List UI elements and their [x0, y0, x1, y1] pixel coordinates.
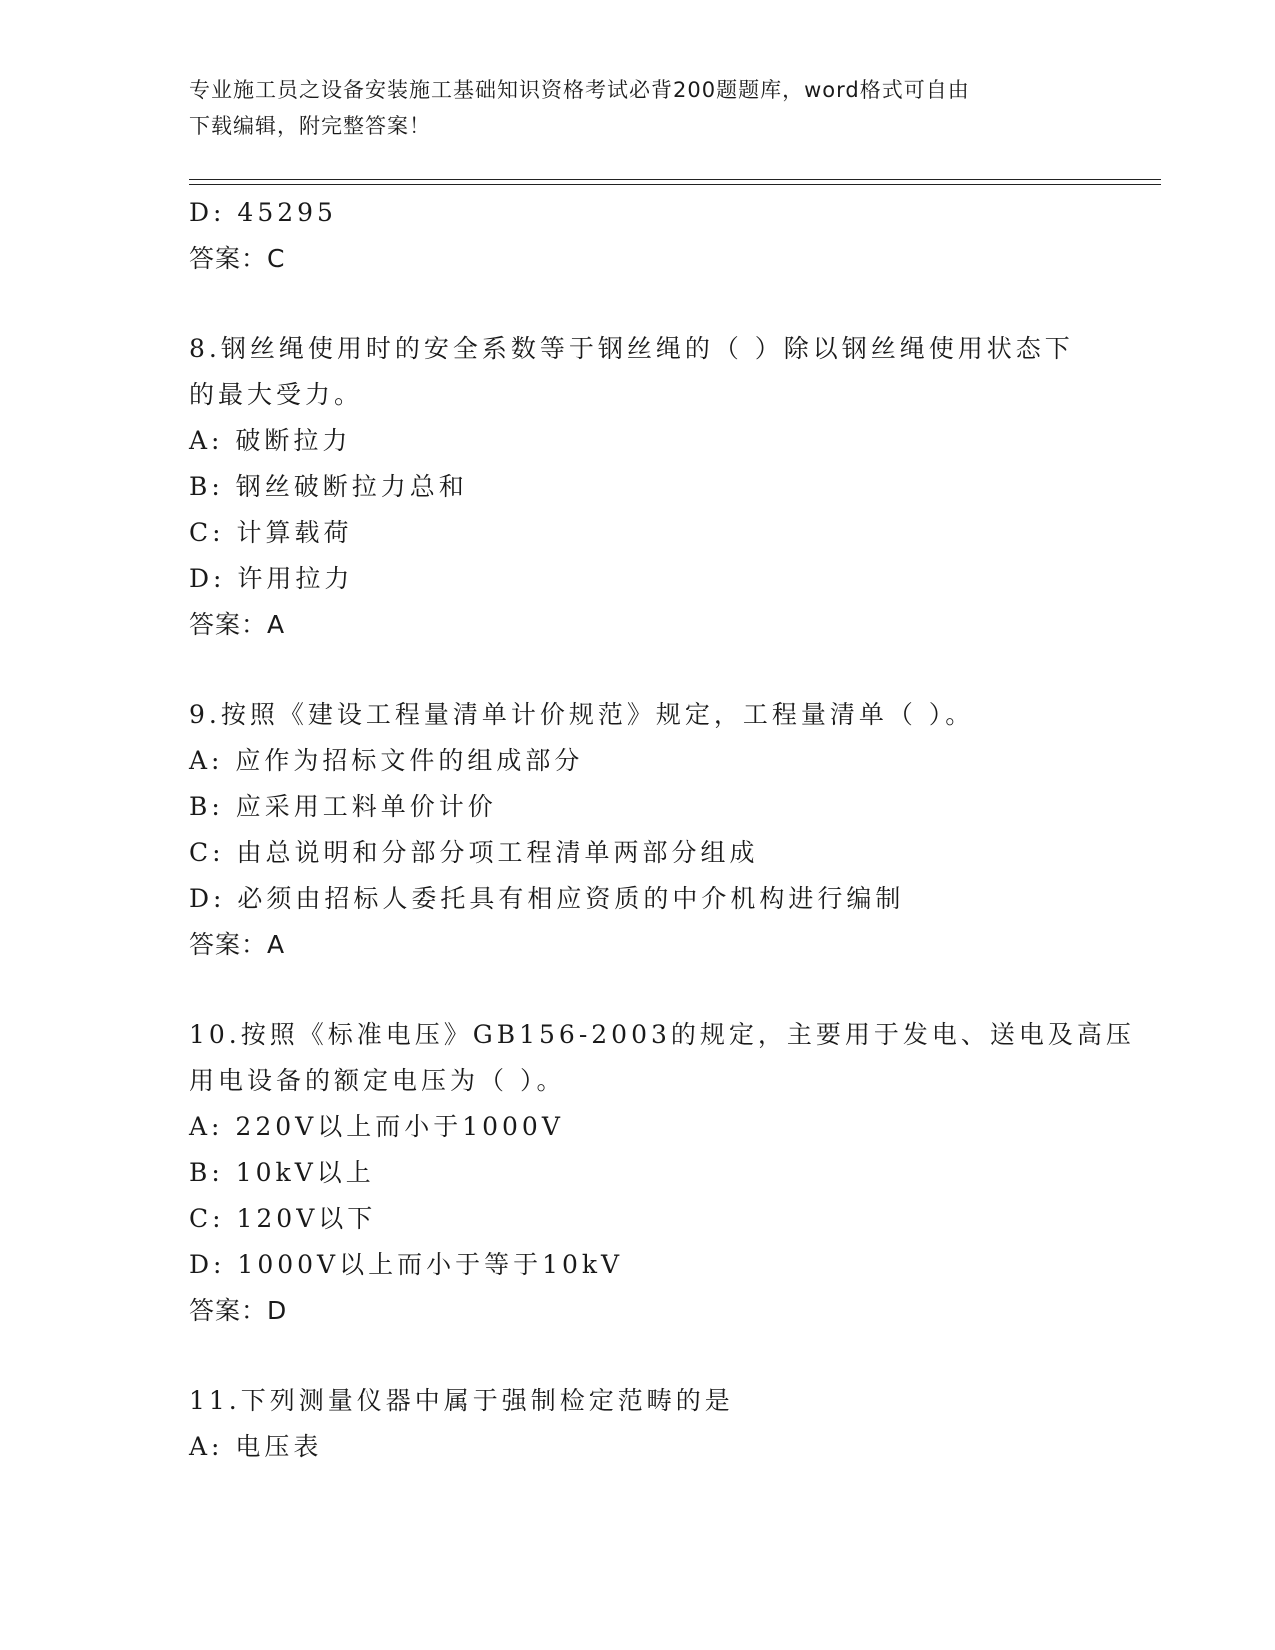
- option-d: D: 必须由招标人委托具有相应资质的中介机构进行编制: [189, 884, 905, 913]
- option-a: A: 应作为招标文件的组成部分: [189, 746, 584, 775]
- answer-line: 答案：C: [189, 244, 286, 273]
- option-c: C: 计算载荷: [189, 518, 353, 547]
- option-d: D: 许用拉力: [189, 564, 354, 593]
- option-a: A: 220V以上而小于1000V: [189, 1112, 564, 1141]
- answer-line: 答案：D: [189, 1296, 288, 1325]
- header-divider-top: [189, 179, 1161, 180]
- question-stem-continued: 用电设备的额定电压为（ ）。: [189, 1066, 566, 1095]
- question-stem: 11.下列测量仪器中属于强制检定范畴的是: [189, 1386, 734, 1415]
- question-spacer: [189, 968, 1089, 1012]
- question-block-11: [189, 1378, 1089, 1470]
- option-a: A: 破断拉力: [189, 426, 352, 455]
- option-d: D: 45295: [189, 198, 337, 227]
- option-b: B: 应采用工料单价计价: [189, 792, 497, 821]
- question-spacer: [189, 1334, 1089, 1378]
- question-stem: 8.钢丝绳使用时的安全系数等于钢丝绳的（ ）除以钢丝绳使用状态下: [189, 334, 1074, 363]
- header-divider-bottom: [189, 184, 1161, 185]
- question-stem-continued: 的最大受力。: [189, 380, 364, 409]
- question-spacer: [189, 282, 1089, 326]
- answer-line: 答案：A: [189, 610, 286, 639]
- header-line-2: 下载编辑，附完整答案！: [189, 114, 431, 138]
- option-b: B: 10kV以上: [189, 1158, 375, 1187]
- option-a: A: 电压表: [189, 1432, 323, 1461]
- option-b: B: 钢丝破断拉力总和: [189, 472, 468, 501]
- question-block-10: [189, 1012, 1135, 1334]
- question-stem: 10.按照《标准电压》GB156-2003的规定，主要用于发电、送电及高压: [189, 1020, 1135, 1049]
- option-c: C: 120V以下: [189, 1204, 377, 1233]
- question-spacer: [189, 648, 1089, 692]
- question-block-7: [189, 190, 1089, 282]
- question-block-9: [189, 692, 1089, 968]
- answer-line: 答案：A: [189, 930, 286, 959]
- document-header: [189, 72, 1089, 144]
- question-block-8: [189, 326, 1089, 648]
- option-d: D: 1000V以上而小于等于10kV: [189, 1250, 624, 1279]
- document-body: [189, 190, 1135, 1470]
- option-c: C: 由总说明和分部分项工程清单两部分组成: [189, 838, 759, 867]
- question-stem: 9.按照《建设工程量清单计价规范》规定，工程量清单（ ）。: [189, 700, 975, 729]
- header-line-1: 专业施工员之设备安装施工基础知识资格考试必背200题题库，word格式可自由: [189, 78, 970, 102]
